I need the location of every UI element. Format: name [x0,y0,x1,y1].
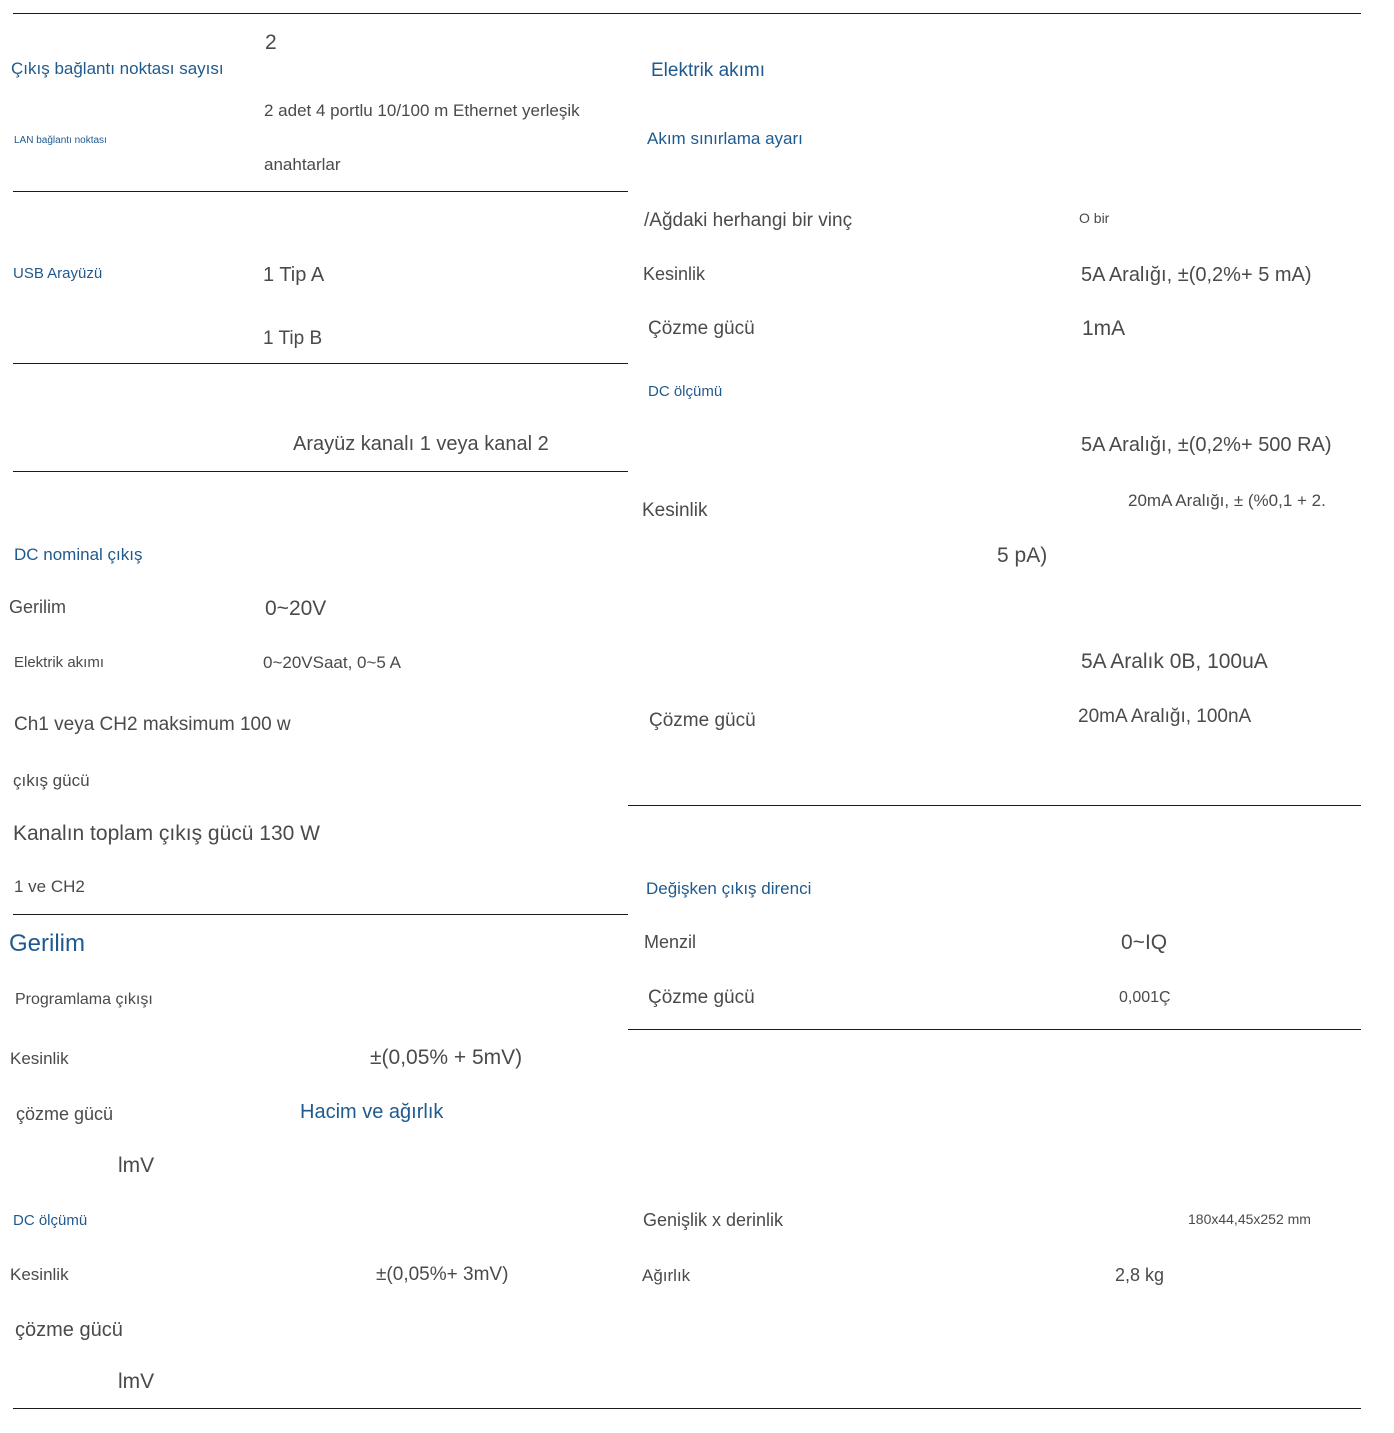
dc-accuracy-line2: 20mA Aralığı, ± (%0,1 + 2. [1128,491,1326,510]
volume-weight-heading: Hacim ve ağırlık [300,1101,444,1123]
rule-resistance [628,1029,1361,1030]
resolution-label-right: Çözme gücü [648,318,755,339]
dimensions-label: Genişlik x derinlik [643,1210,784,1230]
current-value: 0~20VSaat, 0~5 A [263,653,402,672]
current-heading: Elektrik akımı [651,60,766,81]
current-label: Elektrik akımı [14,654,105,671]
dc-measure-heading-left: DC ölçümü [13,1212,88,1229]
current-limit-heading: Akım sınırlama ayarı [647,129,803,148]
gerilim-heading: Gerilim [9,930,85,957]
usb-type-b: 1 Tip B [263,328,323,349]
usb-type-a: 1 Tip A [263,264,325,286]
variable-resistance-heading: Değişken çıkış direnci [646,879,812,898]
total-power-line1: Kanalın toplam çıkış gücü 130 W [13,822,320,845]
range-label: Menzil [644,932,697,952]
lan-value-line1: 2 adet 4 portlu 10/100 m Ethernet yerleşik [264,101,580,120]
voltage-label: Gerilim [9,597,66,617]
output-ports-value: 2 [265,31,277,54]
resolution-label-2: çözme gücü [15,1319,123,1341]
programming-output: Programlama çıkışı [15,991,153,1008]
voltage-value: 0~20V [265,597,327,620]
dc-accuracy-line3: 5 pA) [997,544,1048,567]
lan-label: LAN bağlantı noktası [14,135,107,146]
rule-power [13,914,628,915]
rule-lan [13,191,628,192]
rule-usb [13,363,628,364]
resolution-label-1: çözme gücü [16,1104,114,1124]
dc-resolution-line2: 20mA Aralığı, 100nA [1078,706,1252,727]
range-value: 0~IQ [1121,931,1168,954]
dc-resolution-label: Çözme gücü [649,710,756,731]
rule-dc-right [628,805,1361,806]
crane-label: /Ağdaki herhangi bir vinç [644,210,853,231]
lan-value-line2: anahtarlar [264,155,341,174]
dc-accuracy-label: Kesinlik [642,500,708,521]
usb-label: USB Arayüzü [13,265,103,282]
crane-value: O bir [1079,210,1110,226]
res-resolution-value: 0,001Ç [1119,989,1171,1006]
dc-measure-heading-right: DC ölçümü [648,383,723,400]
resolution-value-2: lmV [118,1370,155,1393]
accuracy-value-2: ±(0,05%+ 3mV) [376,1264,509,1285]
accuracy-label-1: Kesinlik [10,1049,69,1068]
accuracy-label-2: Kesinlik [10,1265,69,1284]
accuracy-value-1: ±(0,05% + 5mV) [370,1046,523,1069]
max-power-line2: çıkış gücü [13,771,90,790]
interface-channel: Arayüz kanalı 1 veya kanal 2 [293,433,549,455]
rule-interface [13,471,628,472]
max-power-line1: Ch1 veya CH2 maksimum 100 w [14,714,291,735]
total-power-line2: 1 ve CH2 [14,877,85,896]
dimensions-value: 180x44,45x252 mm [1188,1211,1311,1227]
weight-label: Ağırlık [642,1266,691,1285]
top-rule [13,13,1361,14]
resolution-value-right: 1mA [1082,317,1126,340]
resolution-value-1: lmV [118,1154,155,1177]
accuracy-label-right: Kesinlik [643,264,706,284]
accuracy-value-right: 5A Aralığı, ±(0,2%+ 5 mA) [1081,264,1312,286]
bottom-rule [13,1408,1361,1409]
res-resolution-label: Çözme gücü [648,987,755,1008]
dc-resolution-line1: 5A Aralık 0B, 100uA [1081,650,1268,673]
dc-accuracy-line1: 5A Aralığı, ±(0,2%+ 500 RA) [1081,434,1332,456]
weight-value: 2,8 kg [1115,1265,1165,1285]
dc-nominal-heading: DC nominal çıkış [14,545,143,564]
output-ports-label: Çıkış bağlantı noktası sayısı [11,59,224,78]
